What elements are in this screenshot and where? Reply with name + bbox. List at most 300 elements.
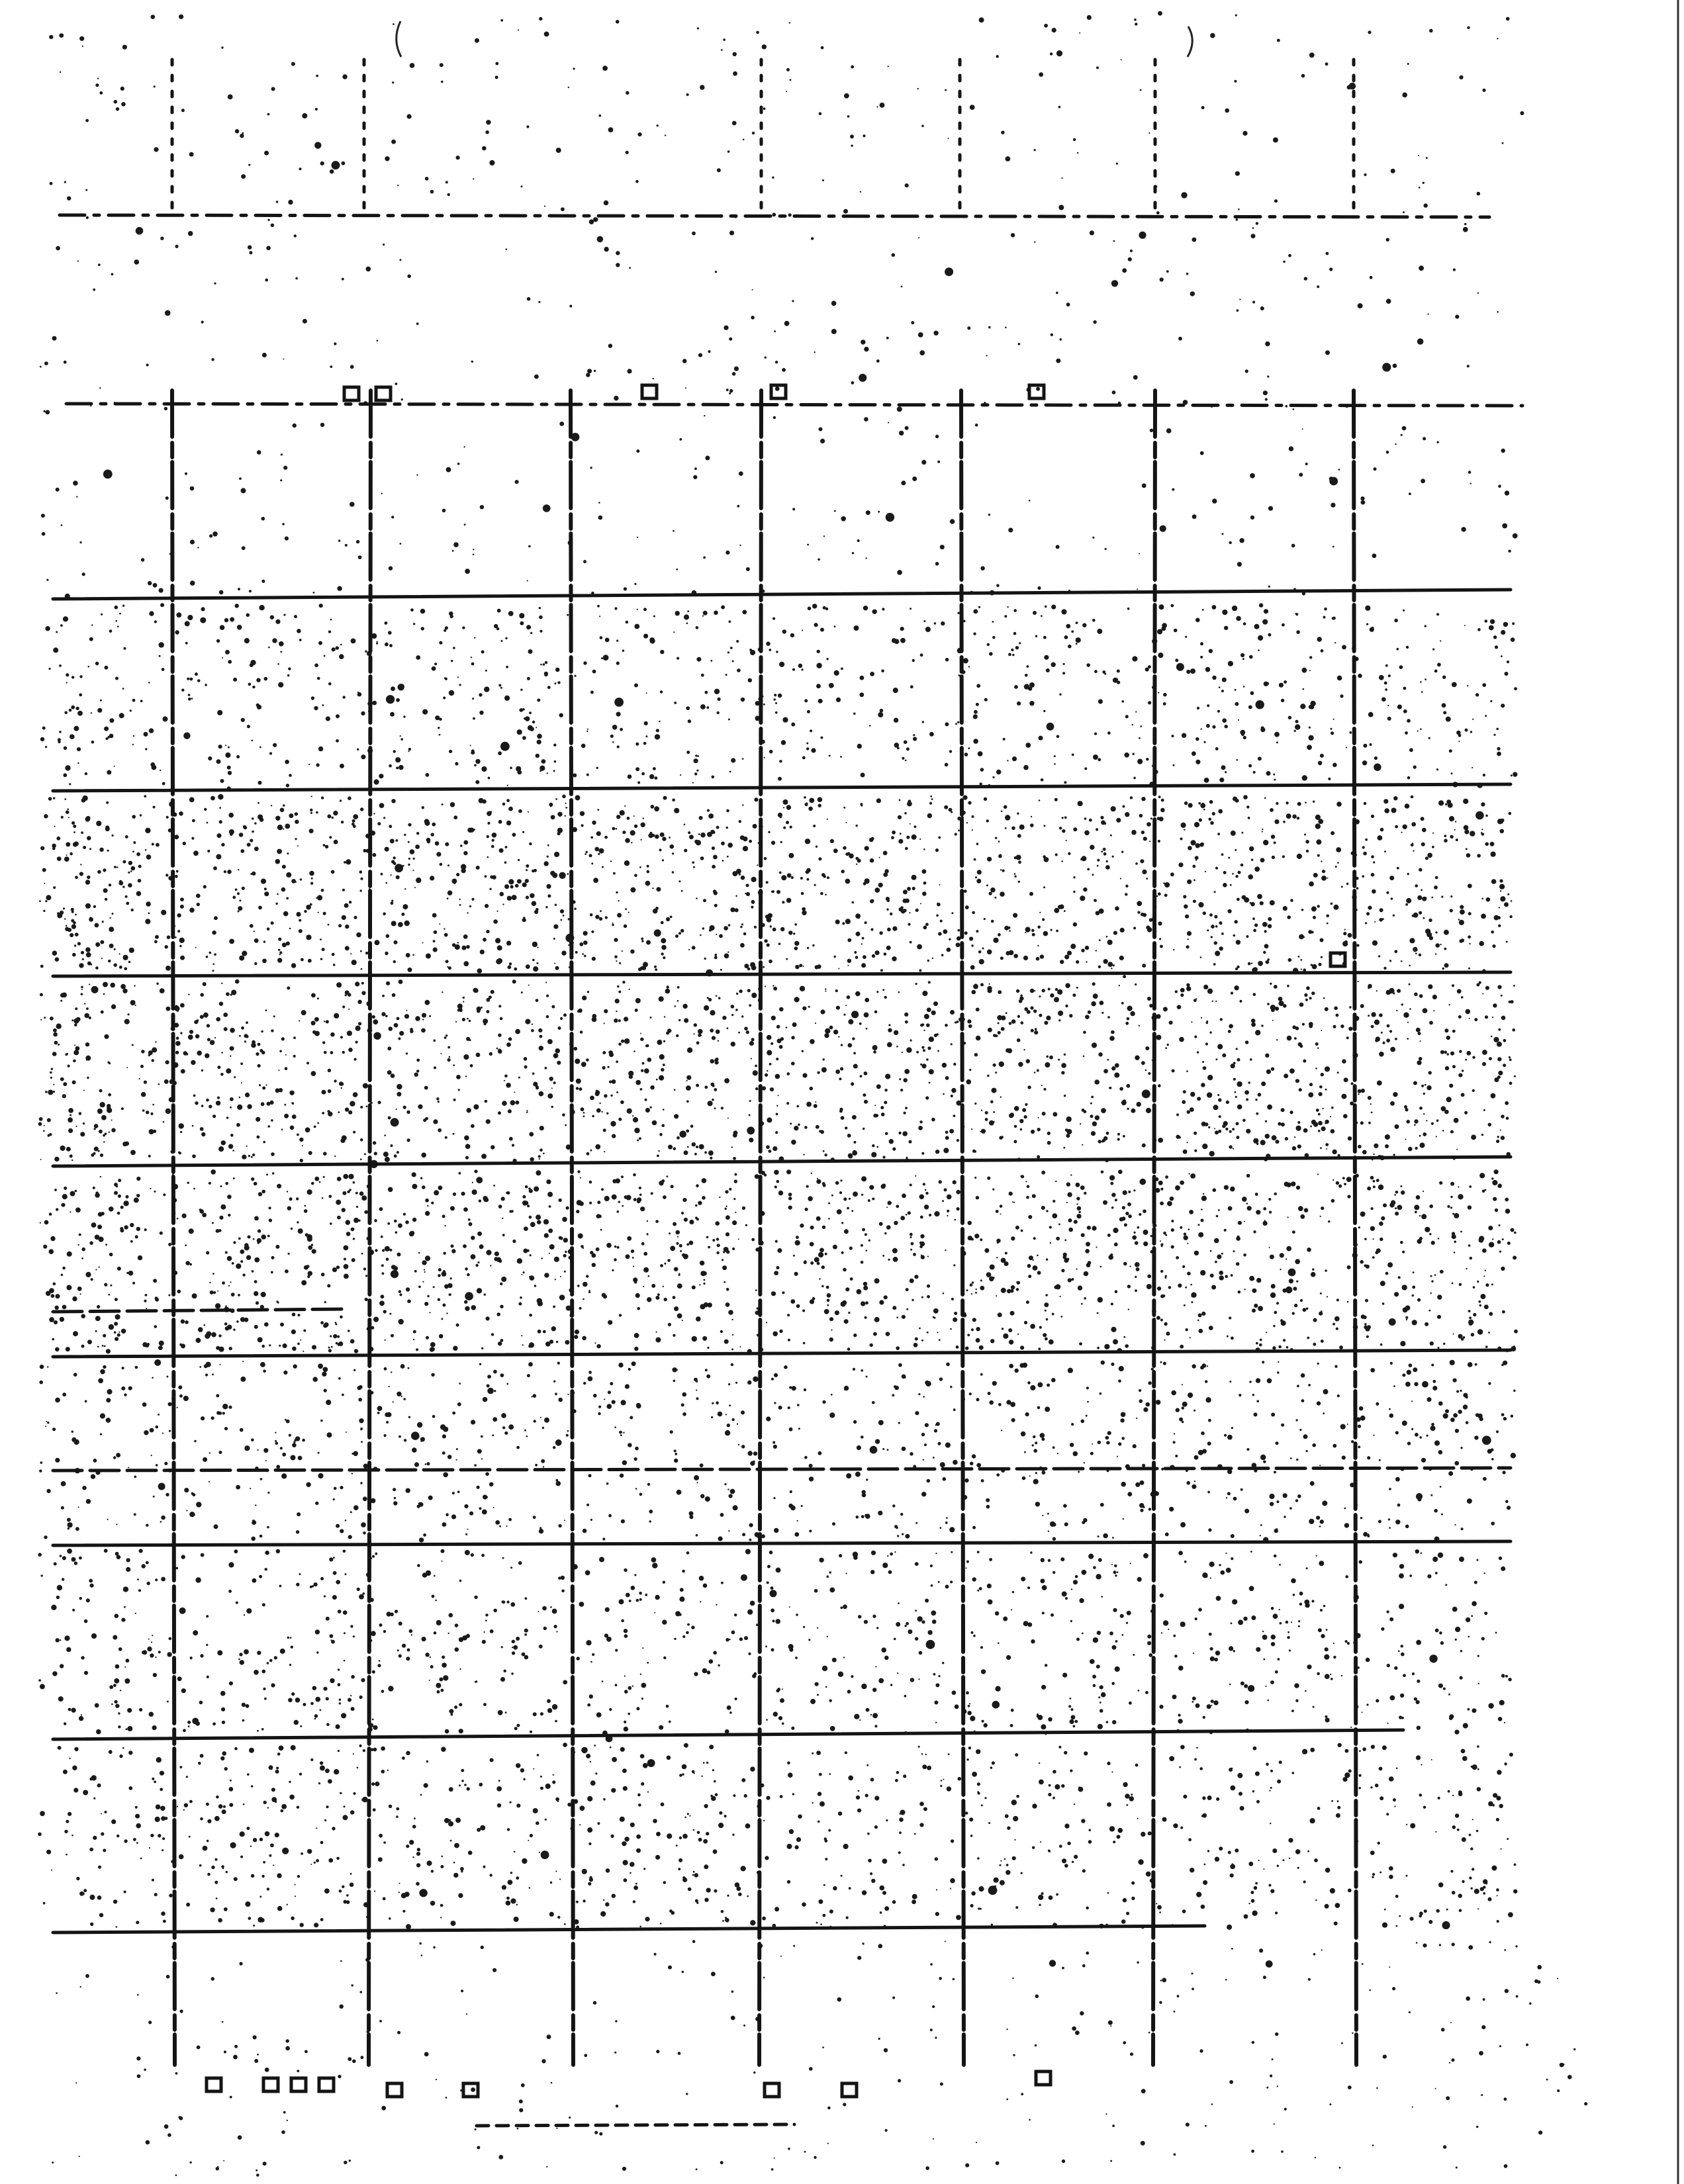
speckle-dot <box>75 1126 77 1127</box>
speckle-dot <box>1406 898 1411 903</box>
speckle-dot <box>407 114 412 118</box>
speckle-dot <box>1205 1042 1208 1045</box>
speckle-dot <box>1117 670 1120 673</box>
speckle-dot <box>1272 1135 1277 1140</box>
speckle-dot <box>44 410 46 412</box>
speckle-dot <box>239 956 244 961</box>
speckle-dot <box>598 853 600 855</box>
speckle-dot <box>146 901 151 907</box>
speckle-dot <box>1265 341 1270 347</box>
speckle-dot <box>742 758 744 760</box>
speckle-dot <box>166 816 169 819</box>
speckle-dot <box>1186 986 1191 991</box>
speckle-dot <box>922 891 927 896</box>
speckle-dot <box>1160 277 1164 281</box>
speckle-dot <box>515 1029 520 1034</box>
speckle-dot <box>81 951 84 954</box>
speckle-dot <box>85 189 87 191</box>
speckle-dot <box>514 968 517 971</box>
speckle-dot <box>1295 1026 1299 1030</box>
speckle-dot <box>853 1141 856 1144</box>
speckle-dot <box>667 985 669 988</box>
speckle-dot <box>1009 950 1014 956</box>
speckle-dot <box>444 933 448 937</box>
speckle-dot <box>201 607 205 611</box>
speckle-dot <box>533 1082 538 1087</box>
speckle-dot <box>1238 871 1241 874</box>
speckle-dot <box>989 983 990 985</box>
speckle-dot <box>1289 1111 1293 1114</box>
speckle-dot <box>928 981 931 983</box>
speckle-dot <box>915 983 917 985</box>
speckle-dot <box>624 1017 628 1021</box>
speckle-dot <box>1420 1143 1425 1148</box>
speckle-dot <box>703 611 708 615</box>
speckle-dot <box>1092 537 1094 539</box>
speckle-dot <box>40 366 42 368</box>
speckle-dot <box>101 1115 107 1120</box>
speckle-dot <box>346 859 351 864</box>
speckle-dot <box>818 1071 820 1074</box>
speckle-dot <box>940 920 943 923</box>
speckle-dot <box>310 812 312 814</box>
speckle-dot <box>278 949 280 951</box>
speckle-dot <box>953 1063 956 1066</box>
speckle-dot <box>205 1054 209 1058</box>
speckle-dot <box>786 805 791 809</box>
speckle-dot <box>769 960 772 964</box>
speckle-dot <box>1490 842 1495 846</box>
speckle-dot <box>1265 1054 1269 1058</box>
speckle-dot <box>1066 302 1070 306</box>
speckle-dot <box>904 1078 908 1082</box>
speckle-dot <box>1401 1191 1405 1195</box>
speckle-dot <box>360 807 363 811</box>
speckle-dot <box>73 831 75 833</box>
speckle-dot <box>1452 1213 1454 1215</box>
speckle-dot <box>943 929 947 934</box>
speckle-dot <box>1252 917 1255 920</box>
speckle-dot <box>1028 1215 1032 1219</box>
speckle-dot <box>521 185 523 187</box>
speckle-dot <box>844 1319 849 1324</box>
speckle-dot <box>500 19 503 22</box>
speckle-dot <box>1465 729 1468 732</box>
speckle-dot <box>1497 752 1501 756</box>
speckle-dot <box>258 781 262 785</box>
speckle-dot <box>1471 1135 1476 1140</box>
speckle-dot <box>1282 623 1285 627</box>
speckle-dot <box>610 1095 612 1097</box>
speckle-dot <box>378 1101 381 1104</box>
speckle-dot <box>1271 1068 1274 1071</box>
speckle-dot <box>536 1086 539 1089</box>
speckle-dot <box>819 699 823 703</box>
speckle-dot <box>272 638 277 643</box>
speckle-dot <box>783 799 788 805</box>
speckle-dot <box>1069 1014 1072 1017</box>
speckle-dot <box>73 480 78 486</box>
speckle-dot <box>545 906 547 908</box>
speckle-dot <box>1018 343 1021 345</box>
speckle-dot <box>407 1138 410 1142</box>
speckle-dot <box>197 547 199 548</box>
speckle-dot <box>50 1017 54 1021</box>
speckle-dot <box>230 1056 231 1057</box>
speckle-dot <box>1124 752 1129 758</box>
speckle-dot <box>815 1023 816 1024</box>
speckle-dot <box>584 955 586 958</box>
speckle-dot <box>219 807 221 809</box>
speckle-dot <box>823 535 825 537</box>
speckle-dot <box>884 1101 887 1104</box>
speckle-dot <box>604 1009 608 1013</box>
speckle-dot <box>823 1150 825 1152</box>
speckle-dot <box>496 1048 498 1050</box>
speckle-dot <box>227 870 232 874</box>
speckle-dot <box>374 780 379 785</box>
speckle-dot <box>95 923 99 928</box>
speckle-dot <box>1060 1316 1062 1318</box>
speckle-dot <box>194 1020 198 1024</box>
speckle-dot <box>1079 1211 1081 1213</box>
speckle-dot <box>463 997 465 999</box>
speckle-dot <box>655 1338 661 1343</box>
speckle-dot <box>1207 1075 1213 1080</box>
speckle-dot <box>400 543 402 545</box>
speckle-dot <box>671 1185 674 1188</box>
speckle-dot <box>1409 938 1415 943</box>
speckle-dot <box>377 340 379 341</box>
speckle-dot <box>429 1312 430 1313</box>
speckle-dot <box>1142 483 1146 488</box>
speckle-dot <box>1186 273 1189 275</box>
speckle-dot <box>139 1078 140 1079</box>
speckle-dot <box>1060 338 1062 341</box>
speckle-dot <box>1037 586 1041 590</box>
speckle-dot <box>1056 292 1058 295</box>
speckle-dot <box>436 1097 439 1100</box>
speckle-dot <box>626 621 629 624</box>
speckle-dot <box>1055 988 1058 991</box>
speckle-dot <box>853 713 856 715</box>
speckle-dot <box>1103 848 1106 851</box>
speckle-dot <box>1482 1062 1486 1066</box>
speckle-dot <box>128 961 130 963</box>
speckle-dot <box>767 1050 772 1056</box>
speckle-dot <box>1423 897 1427 900</box>
speckle-dot <box>1284 1073 1288 1078</box>
speckle-dot <box>271 1152 275 1156</box>
speckle-dot <box>1037 926 1041 929</box>
speckle-dot <box>724 326 728 330</box>
speckle-dot <box>676 569 678 570</box>
speckle-dot <box>633 1050 635 1052</box>
speckle-dot <box>243 825 246 829</box>
speckle-dot <box>876 1146 878 1148</box>
speckle-dot <box>1366 1336 1369 1338</box>
speckle-dot <box>1325 1007 1329 1011</box>
speckle-dot <box>282 865 286 869</box>
speckle-dot <box>1388 674 1391 677</box>
speckle-dot <box>416 832 419 835</box>
speckle-dot <box>562 1217 567 1222</box>
speckle-dot <box>52 950 58 956</box>
speckle-dot <box>289 1091 294 1095</box>
speckle-dot <box>1419 1107 1423 1110</box>
speckle-dot <box>1380 908 1383 912</box>
speckle-dot <box>1258 1093 1262 1097</box>
speckle-dot <box>385 156 389 161</box>
speckle-dot <box>1387 1024 1390 1028</box>
speckle-dot <box>971 1328 974 1331</box>
speckle-dot <box>727 1118 729 1119</box>
speckle-dot <box>1184 801 1188 805</box>
speckle-dot <box>854 951 857 954</box>
speckle-dot <box>220 1073 224 1076</box>
speckle-dot <box>1065 983 1070 988</box>
speckle-dot <box>1336 801 1342 807</box>
speckle-dot <box>923 848 925 850</box>
speckle-dot <box>1239 298 1240 300</box>
speckle-dot <box>714 611 718 615</box>
speckle-dot <box>252 1040 256 1044</box>
speckle-dot <box>856 864 857 865</box>
speckle-dot <box>1414 1124 1416 1126</box>
speckle-dot <box>546 995 549 997</box>
speckle-dot <box>216 639 220 643</box>
speckle-dot <box>1058 205 1064 210</box>
speckle-dot <box>160 237 164 240</box>
speckle-dot <box>732 121 737 126</box>
speckle-dot <box>1066 840 1067 841</box>
speckle-dot <box>563 915 565 917</box>
speckle-dot <box>68 1117 73 1122</box>
speckle-dot <box>438 1101 440 1103</box>
speckle-dot <box>525 879 529 883</box>
speckle-dot <box>1453 1334 1454 1335</box>
speckle-dot <box>1276 1009 1278 1011</box>
speckle-dot <box>643 817 644 819</box>
speckle-dot <box>641 938 643 940</box>
speckle-dot <box>349 901 351 903</box>
speckle-dot <box>1265 1134 1270 1138</box>
speckle-dot <box>1309 727 1311 729</box>
speckle-dot <box>1267 375 1269 377</box>
speckle-dot <box>941 954 944 956</box>
speckle-dot <box>1240 1000 1242 1003</box>
speckle-dot <box>119 966 122 969</box>
speckle-dot <box>1171 1245 1174 1248</box>
speckle-dot <box>892 927 897 931</box>
speckle-dot <box>1358 674 1362 678</box>
speckle-dot <box>1092 874 1094 876</box>
speckle-dot <box>622 981 625 983</box>
speckle-dot <box>1120 928 1125 933</box>
speckle-dot <box>1496 1140 1499 1143</box>
speckle-dot <box>445 626 448 629</box>
speckle-dot <box>1160 1319 1163 1322</box>
speckle-dot <box>1190 1107 1194 1112</box>
speckle-dot <box>148 1155 151 1158</box>
speckle-dot <box>555 904 557 906</box>
speckle-dot <box>1511 774 1513 776</box>
speckle-dot <box>712 1036 716 1040</box>
speckle-dot <box>1066 1134 1070 1138</box>
speckle-dot <box>385 643 389 647</box>
speckle-dot <box>630 830 635 835</box>
speckle-dot <box>116 107 119 111</box>
speckle-dot <box>1294 1037 1297 1040</box>
speckle-dot <box>1436 1119 1439 1122</box>
speckle-dot <box>1508 550 1511 553</box>
speckle-dot <box>314 706 318 710</box>
speckle-dot <box>622 650 624 652</box>
speckle-dot <box>473 549 474 550</box>
speckle-dot <box>241 1026 244 1030</box>
speckle-dot <box>381 1012 385 1016</box>
speckle-dot <box>1159 817 1164 821</box>
speckle-dot <box>348 1111 352 1115</box>
speckle-dot <box>708 1150 714 1156</box>
speckle-dot <box>1452 984 1454 987</box>
speckle-dot <box>1205 871 1206 872</box>
speckle-dot <box>845 919 851 924</box>
speckle-dot <box>1198 802 1201 805</box>
speckle-dot <box>978 950 982 954</box>
speckle-dot <box>1423 917 1425 919</box>
speckle-dot <box>1123 1336 1125 1338</box>
speckle-dot <box>636 449 639 453</box>
speckle-dot <box>163 1121 165 1123</box>
speckle-dot <box>254 822 256 824</box>
speckle-dot <box>1215 1261 1217 1263</box>
speckle-dot <box>1222 610 1227 615</box>
speckle-dot <box>1062 817 1064 819</box>
speckle-dot <box>1113 964 1115 966</box>
speckle-dot <box>1086 663 1090 667</box>
speckle-dot <box>1188 938 1189 940</box>
speckle-dot <box>866 1028 868 1030</box>
speckle-dot <box>1146 878 1148 880</box>
speckle-dot <box>822 179 824 181</box>
speckle-dot <box>1222 718 1227 723</box>
speckle-dot <box>899 431 904 435</box>
speckle-dot <box>804 796 806 799</box>
speckle-dot <box>1455 315 1459 319</box>
speckle-dot <box>1393 363 1397 368</box>
speckle-dot <box>602 1051 606 1054</box>
speckle-dot <box>1143 913 1146 917</box>
speckle-dot <box>1039 1326 1042 1329</box>
speckle-dot <box>285 760 289 764</box>
speckle-dot <box>744 1026 748 1030</box>
speckle-dot <box>1042 989 1045 992</box>
speckle-dot <box>929 1082 931 1084</box>
speckle-dot <box>131 1001 135 1005</box>
speckle-dot <box>696 657 701 662</box>
speckle-dot <box>66 682 68 683</box>
speckle-dot <box>679 438 682 441</box>
speckle-dot <box>114 766 115 767</box>
speckle-dot <box>1234 985 1239 990</box>
speckle-dot <box>651 805 655 809</box>
speckle-dot <box>338 924 342 927</box>
speckle-dot <box>248 683 252 686</box>
speckle-dot <box>927 813 932 818</box>
speckle-dot <box>918 1126 923 1130</box>
speckle-dot <box>569 305 572 308</box>
speckle-dot <box>119 713 124 718</box>
speckle-dot <box>645 735 647 737</box>
speckle-dot <box>1240 653 1244 657</box>
speckle-dot <box>331 1346 333 1348</box>
speckle-dot <box>1423 1113 1425 1115</box>
speckle-dot <box>798 664 803 668</box>
speckle-dot <box>289 813 293 818</box>
speckle-dot <box>191 698 193 700</box>
speckle-dot <box>627 369 632 373</box>
speckle-dot <box>53 1032 58 1037</box>
speckle-dot <box>565 1340 569 1345</box>
speckle-dot <box>1468 1244 1471 1247</box>
speckle-dot <box>288 667 291 670</box>
speckle-dot <box>1170 872 1174 876</box>
speckle-dot <box>686 1130 689 1133</box>
speckle-dot <box>852 552 854 554</box>
speckle-dot <box>672 852 674 854</box>
speckle-dot <box>1266 1069 1271 1074</box>
speckle-dot <box>884 952 887 956</box>
speckle-dot <box>1325 1143 1329 1146</box>
speckle-dot <box>238 1238 241 1240</box>
speckle-dot <box>529 1216 532 1219</box>
speckle-dot <box>967 1019 971 1023</box>
speckle-dot <box>538 301 540 303</box>
speckle-dot <box>1501 630 1505 635</box>
speckle-dot <box>803 966 804 967</box>
speckle-dot <box>702 927 704 929</box>
speckle-dot <box>791 876 794 879</box>
speckle-dot <box>791 1036 794 1039</box>
speckle-dot <box>1217 1254 1221 1259</box>
speckle-dot <box>1268 586 1270 588</box>
speckle-dot <box>1317 854 1320 857</box>
speckle-dot <box>898 815 902 819</box>
speckle-dot <box>1088 1011 1091 1014</box>
speckle-dot <box>220 779 224 783</box>
speckle-dot <box>910 823 911 825</box>
speckle-dot <box>729 620 731 623</box>
speckle-dot <box>1310 1126 1312 1128</box>
speckle-dot <box>1476 983 1479 987</box>
speckle-dot <box>344 903 349 908</box>
speckle-dot <box>1491 879 1497 884</box>
speckle-dot <box>989 1120 994 1126</box>
speckle-dot <box>1491 1093 1496 1099</box>
speckle-dot <box>1061 609 1066 614</box>
speckle-dot <box>1093 754 1098 760</box>
speckle-dot <box>590 467 592 469</box>
speckle-dot <box>919 350 925 355</box>
speckle-dot <box>956 1190 960 1195</box>
speckle-dot <box>1236 1136 1239 1139</box>
speckle-dot <box>334 1156 336 1157</box>
speckle-dot <box>1063 663 1065 665</box>
speckle-dot <box>1192 238 1197 242</box>
speckle-dot <box>807 710 810 713</box>
speckle-dot <box>1013 632 1017 635</box>
